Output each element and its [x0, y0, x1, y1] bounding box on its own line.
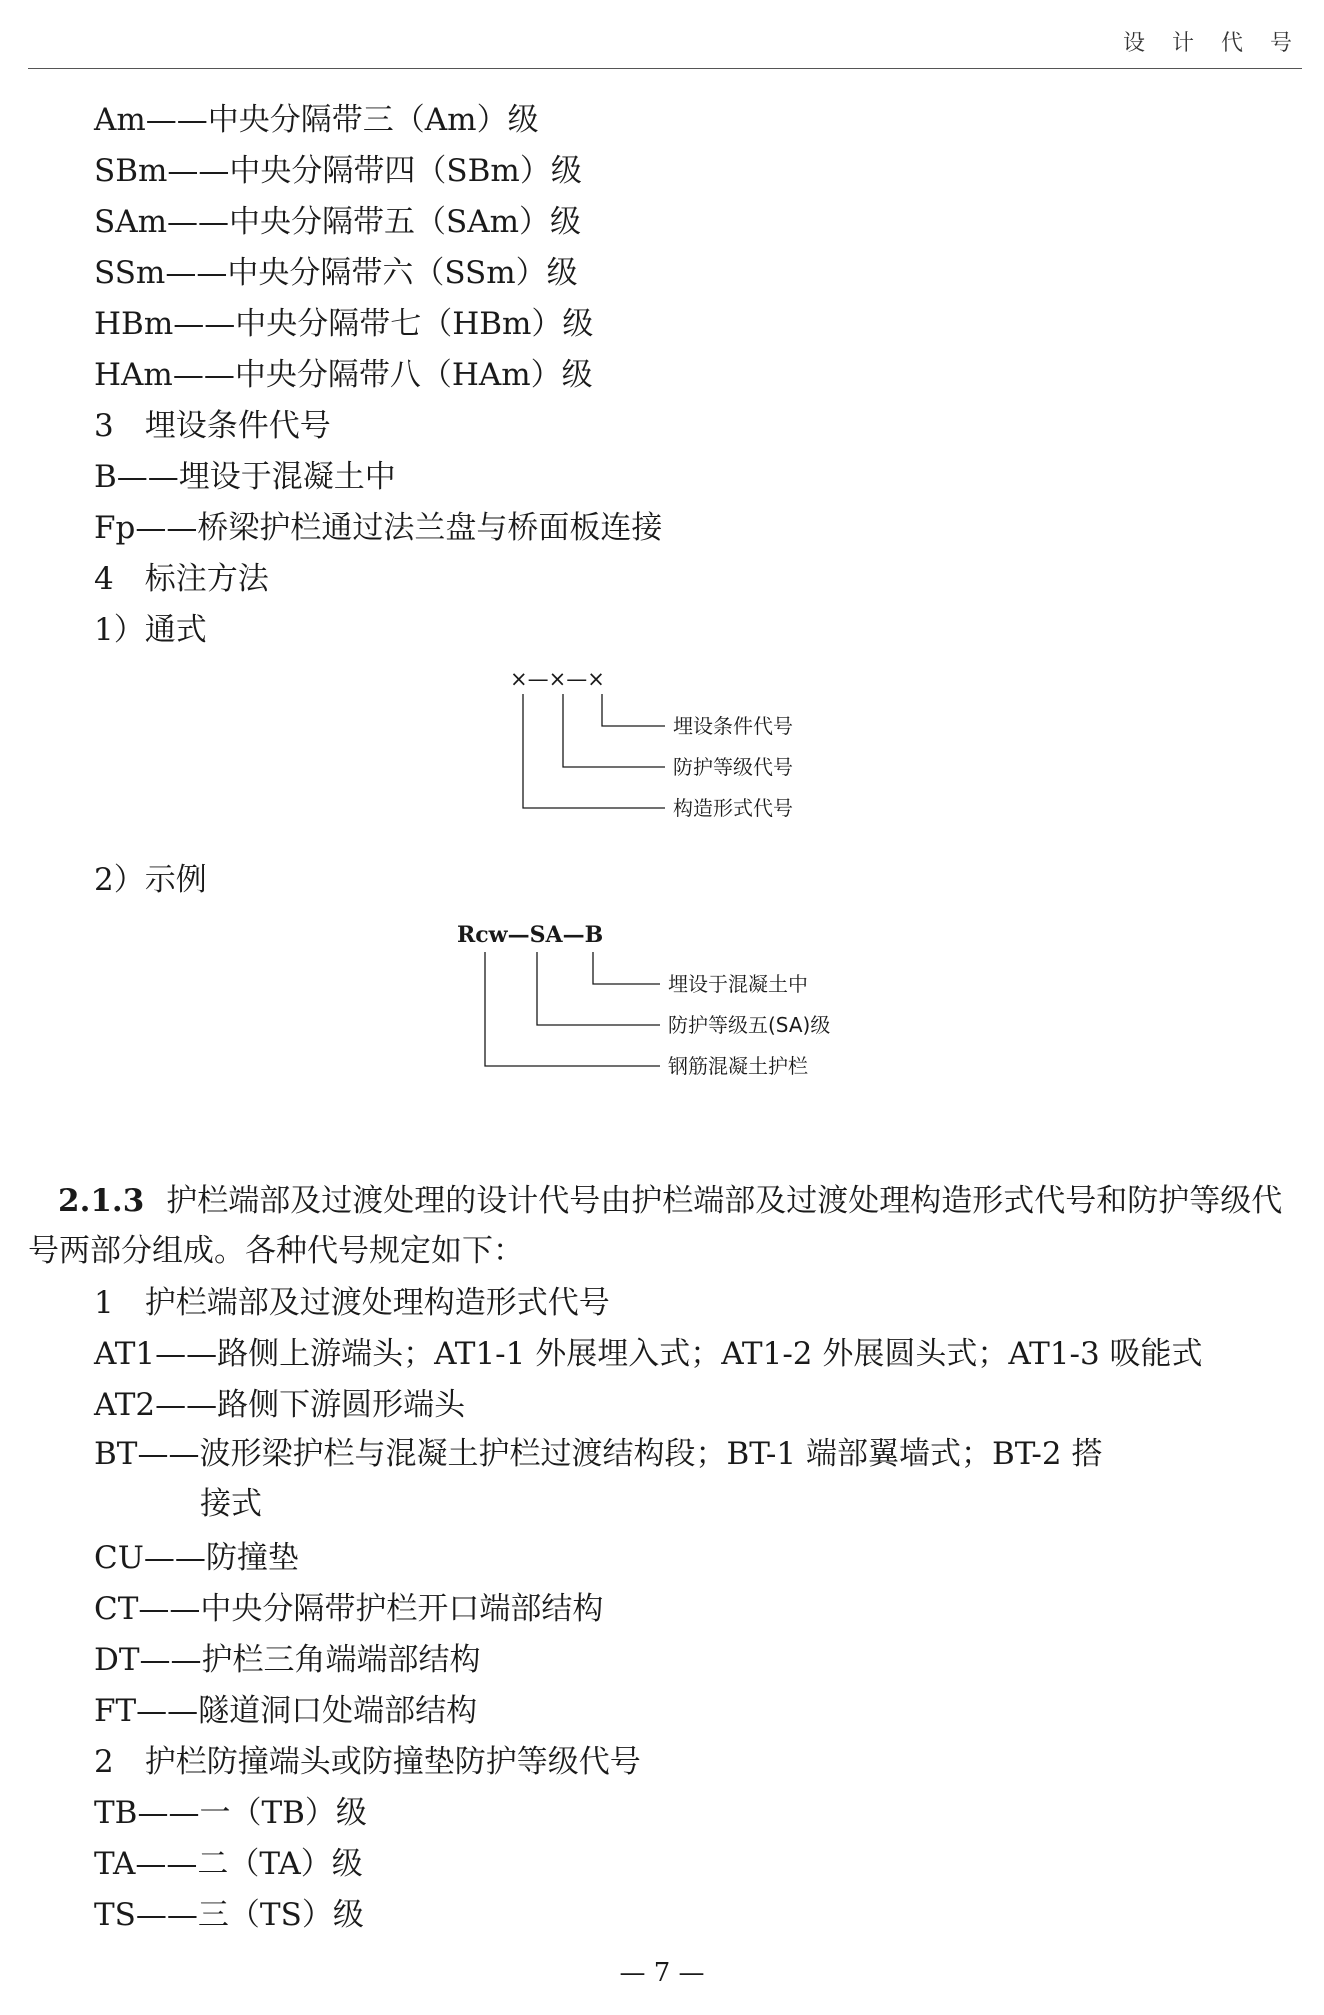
running-header: 设 计 代 号	[1123, 31, 1302, 56]
subheading: 3 埋设条件代号	[94, 408, 331, 444]
formula-label: 防护等级代号	[673, 755, 793, 779]
leader-line	[593, 952, 660, 984]
text-line: TA——二（TA）级	[94, 1846, 363, 1882]
example-label: 埋设于混凝土中	[668, 972, 808, 996]
text-line: AT2——路侧下游圆形端头	[94, 1387, 466, 1423]
text-line: BT——波形梁护栏与混凝土护栏过渡结构段；BT-1 端部翼墙式；BT-2 搭	[94, 1436, 1103, 1472]
text-line: TS——三（TS）级	[94, 1897, 364, 1933]
leader-line	[563, 694, 665, 767]
text-line: Fp——桥梁护栏通过法兰盘与桥面板连接	[94, 510, 663, 546]
text-line: SSm——中央分隔带六（SSm）级	[94, 255, 578, 291]
leader-line	[523, 694, 665, 808]
text-line: FT——隧道洞口处端部结构	[94, 1693, 478, 1729]
text-line: TB——一（TB）级	[94, 1795, 367, 1831]
clause-text: 护栏端部及过渡处理的设计代号由护栏端部及过渡处理构造形式代号和防护等级代号两部分组成。各种代号规定如下：	[28, 1183, 1283, 1269]
subheading: 1）通式	[94, 612, 207, 648]
text-line: DT——护栏三角端端部结构	[94, 1642, 481, 1678]
formula-label: 埋设条件代号	[673, 714, 793, 738]
general-formula-diagram	[505, 664, 845, 834]
clause-paragraph	[28, 1176, 1302, 1276]
text-line: CU——防撞垫	[94, 1540, 299, 1576]
formula-text: ×—×—×	[510, 667, 605, 691]
subheading: 2）示例	[94, 862, 207, 898]
text-line: B——埋设于混凝土中	[94, 459, 396, 495]
leader-line	[602, 694, 665, 726]
bt-definition	[94, 1429, 1306, 1529]
header-rule	[28, 68, 1302, 69]
page-number: — 7 —	[619, 1958, 705, 1988]
example-text: Rcw—SA—B	[457, 922, 604, 948]
clause-number: 2.1.3	[58, 1183, 145, 1219]
text-line: HAm——中央分隔带八（HAm）级	[94, 357, 593, 393]
text-line: SAm——中央分隔带五（SAm）级	[94, 204, 582, 240]
subheading: 4 标注方法	[94, 561, 269, 597]
text-line-continued: 接式	[200, 1486, 262, 1522]
example-label: 防护等级五(SA)级	[668, 1013, 831, 1037]
subheading: 1 护栏端部及过渡处理构造形式代号	[94, 1285, 610, 1321]
leader-line	[485, 952, 660, 1066]
text-line: Am——中央分隔带三（Am）级	[94, 102, 539, 138]
example-label: 钢筋混凝土护栏	[668, 1054, 808, 1078]
text-line: SBm——中央分隔带四（SBm）级	[94, 153, 582, 189]
text-line: HBm——中央分隔带七（HBm）级	[94, 306, 594, 342]
leader-line	[537, 952, 660, 1025]
text-line: CT——中央分隔带护栏开口端部结构	[94, 1591, 604, 1627]
formula-label: 构造形式代号	[673, 796, 793, 820]
text-line: AT1——路侧上游端头；AT1-1 外展埋入式；AT1-2 外展圆头式；AT1-3 吸能式	[94, 1336, 1203, 1372]
subheading: 2 护栏防撞端头或防撞垫防护等级代号	[94, 1744, 641, 1780]
example-diagram	[455, 920, 895, 1090]
